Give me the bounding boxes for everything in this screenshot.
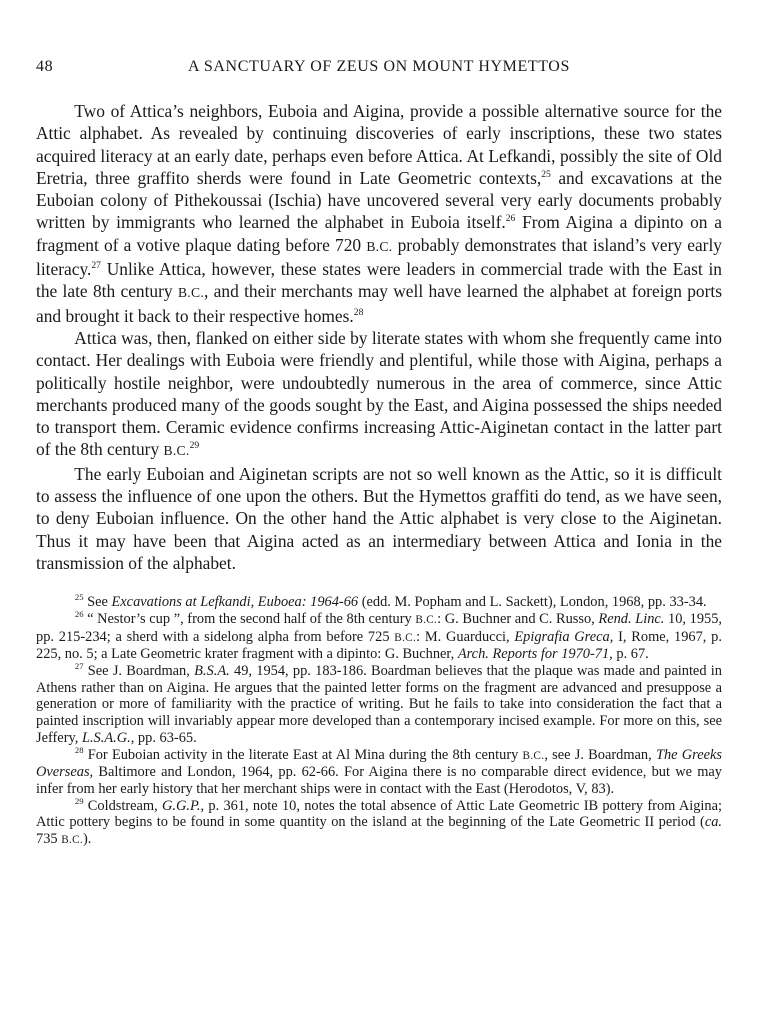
footnote-text: Baltimore and London, 1964, pp. 62-66. For Aigina there is no comparable direct evidence, but we may infer from her early history that her merchant ships were in contact with the East (Herodotos, V, 83). — [36, 764, 722, 797]
footnote-title: Rend. Linc. — [598, 610, 665, 627]
page — [36, 58, 722, 849]
paragraph-text: , and their merchants may well have learned the alphabet at foreign ports and brought it back to their respective homes. — [36, 281, 722, 326]
footnote-ref-27: 27 — [91, 260, 101, 272]
footnote-27 — [36, 663, 722, 747]
footnote-text: “ Nestor’s cup ”, from the second half of the 8th century — [87, 610, 412, 627]
paragraph-text: probably demonstrates that island’s very early literacy. — [36, 234, 722, 280]
footnote-text: 49, 1954, pp. 183-186. Boardman believes that the plaque was made and painted in Athens rather than on Aigina. He argues that the painted letter forms on the fragment are advanced and presuppose a generation or more of familiarity with the practice of writing. But he fails to take into consideration the fact that a painted inscription will invariably appear more developed than a contemporary incised example. For more on this, see Jeffery, — [36, 663, 722, 746]
paragraph-text: Attica was, then, flanked on either side by literate states with whom she frequently came into contact. Her dealings with Euboia were friendly and plentiful, while those with Aigina, perhaps a politically hostile neighbor, were undoubtedly numerous in the area of commerce, since Attic merchants produced many of the goods sought by the East, and Aigina possessed the ships needed to transport them. Ceramic evidence confirms increasing Attic-Aiginetan contact in the latter part of the 8th century — [36, 327, 722, 460]
footnote-text: See J. Boardman, — [87, 663, 195, 680]
footnote-text: : G. Buchner and C. Russo, — [437, 610, 599, 627]
footnote-ref-28: 28 — [353, 306, 364, 318]
footnote-text: , pp. 63-65. — [130, 729, 197, 746]
footnote-title: ca. — [704, 814, 722, 831]
paragraph-text: Unlike Attica, however, these states were leaders in commercial trade with the East in the late 8th century — [36, 259, 722, 302]
footnote-text: 735 — [36, 831, 58, 848]
footnote-text: ). — [82, 831, 92, 848]
footnote-title: Excavations at Lefkandi, Euboea: 1964-66 — [111, 594, 359, 611]
footnote-text: See — [87, 594, 112, 611]
footnote-number: 27 — [74, 661, 84, 672]
footnote-number: 29 — [74, 795, 84, 806]
era-abbreviation: B.C. — [415, 613, 438, 626]
footnote-text: For Euboian activity in the literate East at Al Mina during the 8th century — [87, 746, 519, 763]
paragraph-text: From Aigina a dipinto on a fragment of a votive plaque dating before 720 — [36, 212, 722, 255]
footnote-text: , see J. Boardman, — [544, 746, 656, 763]
era-abbreviation: B.C. — [177, 285, 205, 301]
era-abbreviation: B.C. — [366, 238, 393, 254]
footnote-title: Epigrafia Greca, — [514, 628, 614, 645]
footnote-28 — [36, 744, 722, 798]
paragraph-text: and excavations at the Euboian colony of Pithekoussai (Ischia) have uncovered several very early documents probably written by immigrants who learned the alphabet in Euboia itself. — [36, 167, 722, 233]
footnote-title: The Greeks Overseas, — [36, 746, 722, 781]
footnote-ref-26: 26 — [505, 213, 516, 225]
footnote-text: (edd. M. Popham and L. Sackett), London, 1968, pp. 33-34. — [358, 594, 707, 611]
footnote-29 — [36, 795, 722, 849]
body-text — [36, 100, 722, 574]
page-number: 48 — [36, 58, 54, 75]
footnote-title: G.G.P. — [162, 797, 201, 814]
footnote-ref-25: 25 — [541, 169, 551, 181]
footnote-number: 26 — [74, 609, 84, 620]
footnote-text: I, Rome, 1967, p. 225, no. 5; a Late Geometric krater fragment with a dipinto: G. Buchner, — [36, 628, 722, 663]
page-header — [36, 58, 722, 88]
footnote-title: B.S.A. — [194, 663, 230, 680]
footnotes — [36, 594, 722, 849]
era-abbreviation: B.C. — [522, 749, 545, 762]
footnote-number: 28 — [74, 744, 84, 755]
paragraph-text: Two of Attica’s neighbors, Euboia and Aigina, provide a possible alternative source for the Attic alphabet. As revealed by continuing discoveries of early inscriptions, these two states acquired literacy at an early date, perhaps even before Attica. At Lefkandi, possibly the site of Old Eretria, three graffito sherds were found in Late Geometric contexts, — [36, 101, 722, 188]
footnote-title: L.S.A.G. — [81, 729, 131, 746]
footnote-text: : M. Guarducci, — [416, 628, 515, 645]
era-abbreviation: B.C. — [163, 443, 190, 459]
footnote-title: Arch. Reports for 1970-71, — [457, 646, 613, 663]
footnote-text: 10, 1955, pp. 215-234; a sherd with a sidelong alpha from before 725 — [36, 610, 723, 645]
running-head: A SANCTUARY OF ZEUS ON MOUNT HYMETTOS — [188, 58, 570, 75]
paragraph-2 — [36, 327, 722, 463]
footnote-number: 25 — [74, 592, 84, 603]
era-abbreviation: B.C. — [394, 631, 417, 644]
era-abbreviation: B.C. — [61, 834, 83, 847]
footnote-ref-29: 29 — [189, 440, 200, 452]
footnote-text: p. 67. — [612, 646, 649, 663]
paragraph-1 — [36, 100, 722, 327]
footnote-26 — [36, 611, 722, 663]
footnote-text: , p. 361, note 10, notes the total absence of Attic Late Geometric IB pottery from Aigina; Attic pottery begins to be found in some quantity on the island at the beginning of the Late Geometric II period ( — [36, 797, 722, 831]
footnote-text: Coldstream, — [87, 797, 162, 814]
footnote-25 — [36, 594, 722, 611]
paragraph-3: The early Euboian and Aiginetan scripts are not so well known as the Attic, so it is difficult to assess the influence of one upon the others. But the Hymettos graffiti do tend, as we have seen, to deny Euboian influence. On the other hand the Attic alphabet is very close to the Aiginetan. Thus it may have been that Aigina acted as an intermediary between Attica and Ionia in the transmission of the alphabet. — [36, 463, 722, 573]
